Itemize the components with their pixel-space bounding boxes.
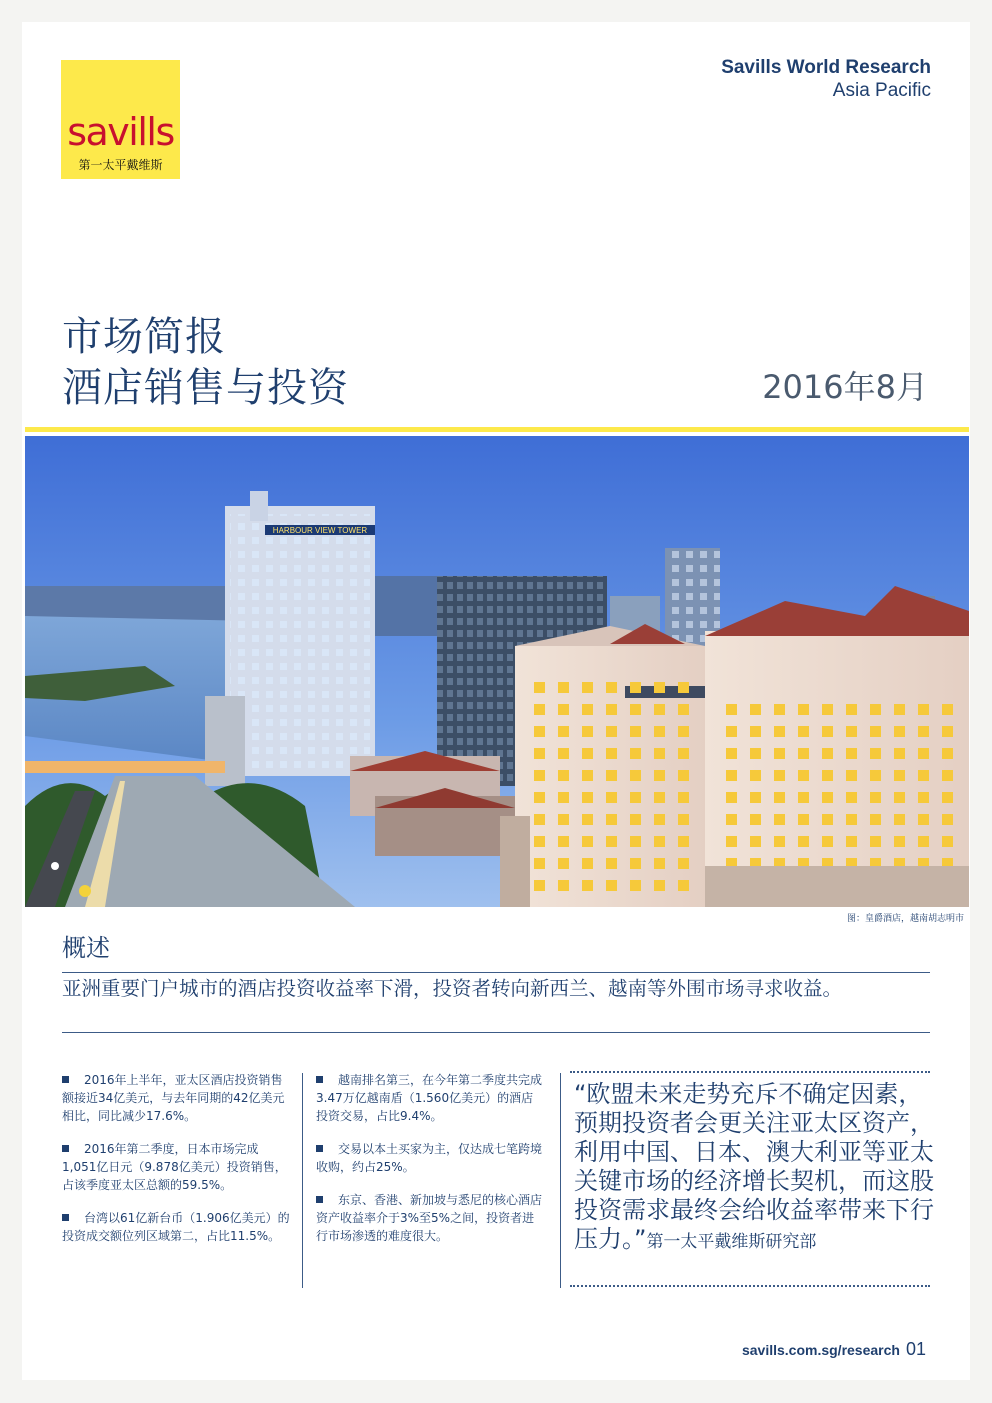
overview-bottom-rule — [62, 1032, 930, 1033]
quote-attribution: 第一太平戴维斯研究部 — [646, 1232, 817, 1252]
overview-heading: 概述 — [62, 934, 110, 962]
bullet-square-icon — [316, 1076, 323, 1083]
logo-wordmark: savills — [67, 110, 174, 154]
research-url-link[interactable]: savills.com.sg/research — [741, 1342, 900, 1358]
quote-bottom-rule — [570, 1285, 930, 1287]
footer — [742, 1339, 926, 1360]
page-number: 01 — [905, 1339, 926, 1359]
overview-top-rule — [62, 972, 930, 973]
title-divider — [25, 427, 969, 432]
overview-lead: 亚洲重要门户城市的酒店投资收益率下滑，投资者转向新西兰、越南等外围市场寻求收益。 — [62, 977, 843, 1000]
report-series: Savills World Research — [721, 57, 931, 78]
bullet-square-icon — [62, 1214, 69, 1221]
list-item: 交易以本土买家为主，仅达成七笔跨境收购，约占25%。 — [316, 1142, 543, 1174]
logo-subtitle: 第一太平戴维斯 — [78, 158, 163, 172]
title-line-2: 酒店销售与投资 — [62, 365, 349, 411]
bullet-square-icon — [62, 1076, 69, 1083]
list-item: 台湾以61亿新台币（1.906亿美元）的投资成交额位列区域第二，占比11.5%。 — [62, 1211, 290, 1243]
summary-column-a — [62, 1071, 290, 1260]
list-item: 2016年上半年，亚太区酒店投资销售额接近34亿美元，与去年同期的42亿美元相比，同比减少17.6%。 — [62, 1073, 285, 1123]
quote-top-rule — [570, 1071, 930, 1073]
hotel-city-photo — [25, 436, 969, 907]
title-line-1: 市场简报 — [62, 314, 226, 360]
summary-column-b — [316, 1071, 544, 1260]
bullet-square-icon — [62, 1145, 69, 1152]
bullet-square-icon — [316, 1145, 323, 1152]
list-item: 2016年第二季度，日本市场完成1,051亿日元（9.878亿美元）投资销售，占该季度亚太区总额的59.5%。 — [62, 1142, 287, 1192]
column-divider — [302, 1073, 303, 1288]
report-page — [22, 22, 970, 1380]
photo-caption: 图：皇爵酒店，越南胡志明市 — [846, 914, 964, 924]
list-item: 越南排名第三，在今年第二季度共完成3.47万亿越南盾（1.560亿美元）的酒店投资交易，占比9.4%。 — [316, 1073, 543, 1123]
quote-text: “欧盟未来走势充斥不确定因素，预期投资者会更关注亚太区资产，利用中国、日本、澳大利亚等亚太关键市场的经济增长契机，而这股投资需求最终会给收益率带来下行压力。” — [574, 1080, 934, 1253]
column-divider — [560, 1073, 561, 1288]
bullet-square-icon — [316, 1196, 323, 1203]
tower-sign-text: HARBOUR VIEW TOWER — [272, 526, 368, 535]
list-item: 东京、香港、新加坡与悉尼的核心酒店资产收益率介于3%至5%之间，投资者进行市场渗透的难度很大。 — [316, 1193, 543, 1243]
publication-date: 2016年8月 — [762, 368, 928, 406]
savills-logo[interactable] — [61, 60, 180, 179]
pull-quote — [574, 1080, 934, 1255]
report-region: Asia Pacific — [832, 80, 931, 101]
